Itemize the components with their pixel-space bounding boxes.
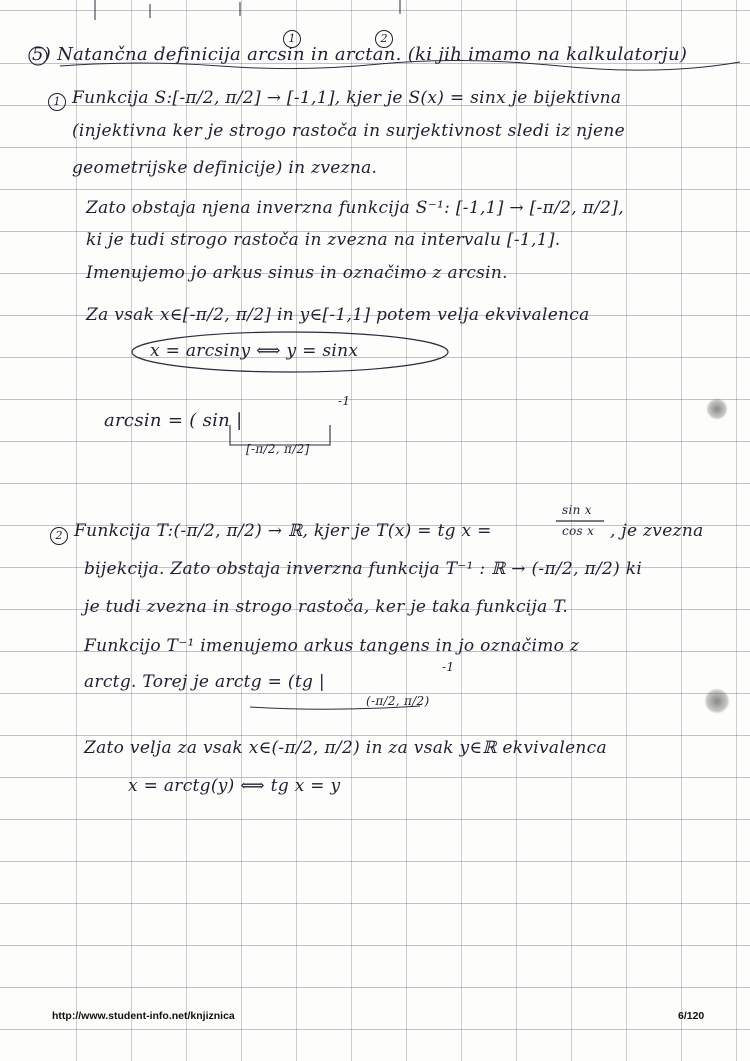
part2-fraction-numerator: sin x bbox=[562, 503, 592, 517]
part1-line4: Zato obstaja njena inverzna funkcija S⁻¹: [-1,1] → [-π/2, π/2], bbox=[86, 198, 624, 218]
part1-marker: 1 bbox=[48, 93, 66, 111]
footer-page-number: 6/120 bbox=[678, 1010, 705, 1022]
part2-equivalence: x = arctg(y) ⟺ tg x = y bbox=[128, 776, 341, 796]
part1-line7: Za vsak x∈[-π/2, π/2] in y∈[-1,1] potem velja ekvivalenca bbox=[86, 305, 590, 325]
part1-line6: Imenujemo jo arkus sinus in označimo z arcsin. bbox=[86, 263, 508, 283]
heading-title: 5) Natančna definicija arcsin in arctan. (ki jih imamo na kalkulatorju) bbox=[32, 44, 688, 65]
part1-line2: (injektivna ker je strogo rastoča in surjektivnost sledi iz njene bbox=[72, 121, 625, 141]
part1-line5: ki je tudi strogo rastoča in zvezna na intervalu [-1,1]. bbox=[86, 230, 561, 250]
part2-line6: Zato velja za vsak x∈(-π/2, π/2) in za vsak y∈ℝ ekvivalenca bbox=[84, 738, 607, 758]
part1-line3: geometrijske definicije) in zvezna. bbox=[72, 158, 378, 178]
part2-line1-end: , je zvezna bbox=[610, 521, 704, 541]
part2-line3: je tudi zvezna in strogo rastoča, ker je taka funkcija T. bbox=[84, 597, 569, 617]
part2-line5: arctg. Torej je arctg = (tg | bbox=[84, 672, 325, 692]
heading-marker-2: 2 bbox=[375, 30, 393, 48]
arcsin-formula: arcsin = ( sin | bbox=[104, 410, 243, 431]
part2-line2: bijekcija. Zato obstaja inverzna funkcija T⁻¹ : ℝ → (-π/2, π/2) ki bbox=[84, 559, 643, 579]
part2-line4: Funkcijo T⁻¹ imenujemo arkus tangens in jo označimo z bbox=[84, 636, 580, 656]
arcsin-formula-exponent: -1 bbox=[338, 394, 351, 408]
ink-smudge bbox=[706, 398, 728, 420]
arcsin-formula-domain: [-π/2, π/2] bbox=[246, 442, 310, 456]
heading-marker-1: 1 bbox=[283, 30, 301, 48]
part2-fraction-denominator: cos x bbox=[562, 524, 595, 538]
part1-line1: Funkcija S:[-π/2, π/2] → [-1,1], kjer je S(x) = sinx je bijektivna bbox=[72, 88, 622, 108]
part2-marker: 2 bbox=[50, 527, 68, 545]
part2-line1: Funkcija T:(-π/2, π/2) → ℝ, kjer je T(x) = tg x = bbox=[74, 521, 492, 541]
arctg-formula-exponent: -1 bbox=[442, 660, 455, 674]
footer-url: http://www.student-info.net/knjiznica bbox=[52, 1010, 235, 1022]
arctg-formula-domain: (-π/2, π/2) bbox=[366, 694, 430, 708]
ink-smudge bbox=[704, 688, 730, 714]
part1-equivalence: x = arcsiny ⟺ y = sinx bbox=[150, 341, 359, 361]
